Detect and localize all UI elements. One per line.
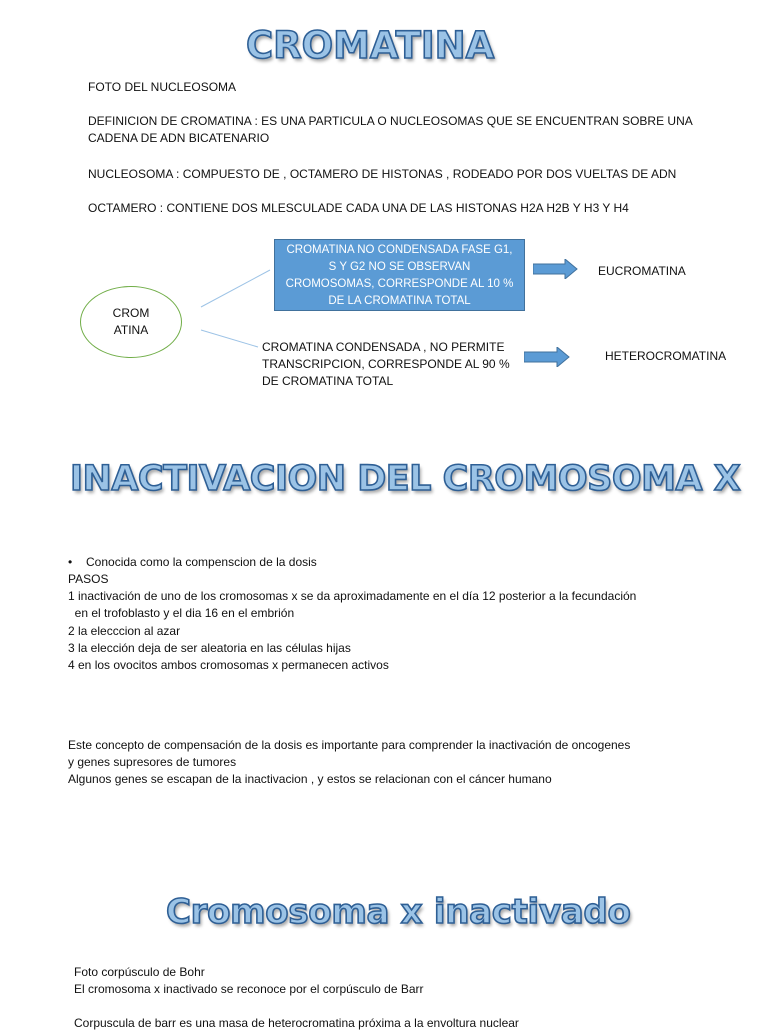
- right-arrow-icon: [533, 259, 578, 279]
- cromatina-title: CROMATINA: [246, 24, 495, 67]
- condensed-line-1: CROMATINA CONDENSADA , NO PERMITE: [262, 340, 505, 354]
- step-3: 3 la elección deja de ser aleatoria en las células hijas: [68, 641, 351, 655]
- step-1-line-2: en el trofoblasto y el dia 16 en el embrión: [68, 606, 295, 620]
- steps-heading: PASOS: [68, 572, 109, 586]
- box-line-2: S Y G2 NO SE OBSERVAN: [328, 261, 471, 273]
- compensation-paragraph-line-1: Este concepto de compensación de la dosis es importante para comprender la inactivación de oncogenes: [68, 738, 631, 752]
- euchromatin-description-box: [274, 239, 525, 311]
- connector-line-lower: [201, 330, 258, 347]
- barr-body-recognition: El cromosoma x inactivado se reconoce por el corpúsculo de Barr: [74, 982, 424, 996]
- condensed-line-3: DE CROMATINA TOTAL: [262, 374, 394, 388]
- chromatin-definition-line-1: DEFINICION DE CROMATINA : ES UNA PARTICULA O NUCLEOSOMAS QUE SE ENCUENTRAN SOBRE UNA: [88, 114, 693, 128]
- chromatin-definition-line-2: CADENA DE ADN BICATENARIO: [88, 131, 270, 145]
- box-line-4: DE LA CROMATINA TOTAL: [328, 295, 471, 307]
- heterochromatin-label: HETEROCROMATINA: [605, 349, 727, 363]
- x-inactivation-title: INACTIVACION DEL CROMOSOMA X: [70, 459, 741, 499]
- connector-line-upper: [201, 270, 270, 307]
- step-4: 4 en los ovocitos ambos cromosomas x permanecen activos: [68, 658, 389, 672]
- compensation-paragraph-line-3: Algunos genes se escapan de la inactivacion , y estos se relacionan con el cáncer humano: [68, 772, 552, 786]
- compensation-paragraph-line-2: y genes supresores de tumores: [68, 755, 237, 769]
- inactivated-x-title: Cromosoma x inactivado: [166, 892, 631, 932]
- step-2: 2 la elecccion al azar: [68, 624, 181, 638]
- ellipse-label-line-2: ATINA: [113, 323, 149, 337]
- nucleosome-definition: NUCLEOSOMA : COMPUESTO DE , OCTAMERO DE HISTONAS , RODEADO POR DOS VUELTAS DE ADN: [88, 167, 677, 181]
- dosage-compensation-bullet: Conocida como la compenscion de la dosis: [86, 555, 317, 569]
- nucleosome-photo-label: FOTO DEL NUCLEOSOMA: [88, 80, 237, 94]
- chromatin-ellipse: [80, 286, 182, 358]
- condensed-line-2: TRANSCRIPCION, CORRESPONDE AL 90 %: [262, 357, 510, 371]
- box-line-1: CROMATINA NO CONDENSADA FASE G1,: [286, 244, 513, 256]
- barr-body-definition-cut: Corpuscula de barr es una masa de heterocromatina próxima a la envoltura nuclear: [74, 1016, 519, 1030]
- right-arrow-icon: [524, 347, 570, 367]
- bohr-photo-label: Foto corpúsculo de Bohr: [74, 965, 205, 979]
- box-line-3: CROMOSOMAS, CORRESPONDE AL 10 %: [285, 278, 514, 290]
- bullet-dot: •: [68, 555, 73, 569]
- octamer-definition: OCTAMERO : CONTIENE DOS MLESCULADE CADA UNA DE LAS HISTONAS H2A H2B Y H3 Y H4: [88, 201, 629, 215]
- euchromatin-label: EUCROMATINA: [598, 264, 686, 278]
- step-1-line-1: 1 inactivación de uno de los cromosomas x se da aproximadamente en el día 12 posterior a la fecundación: [68, 589, 637, 603]
- ellipse-label-line-1: CROM: [112, 306, 150, 320]
